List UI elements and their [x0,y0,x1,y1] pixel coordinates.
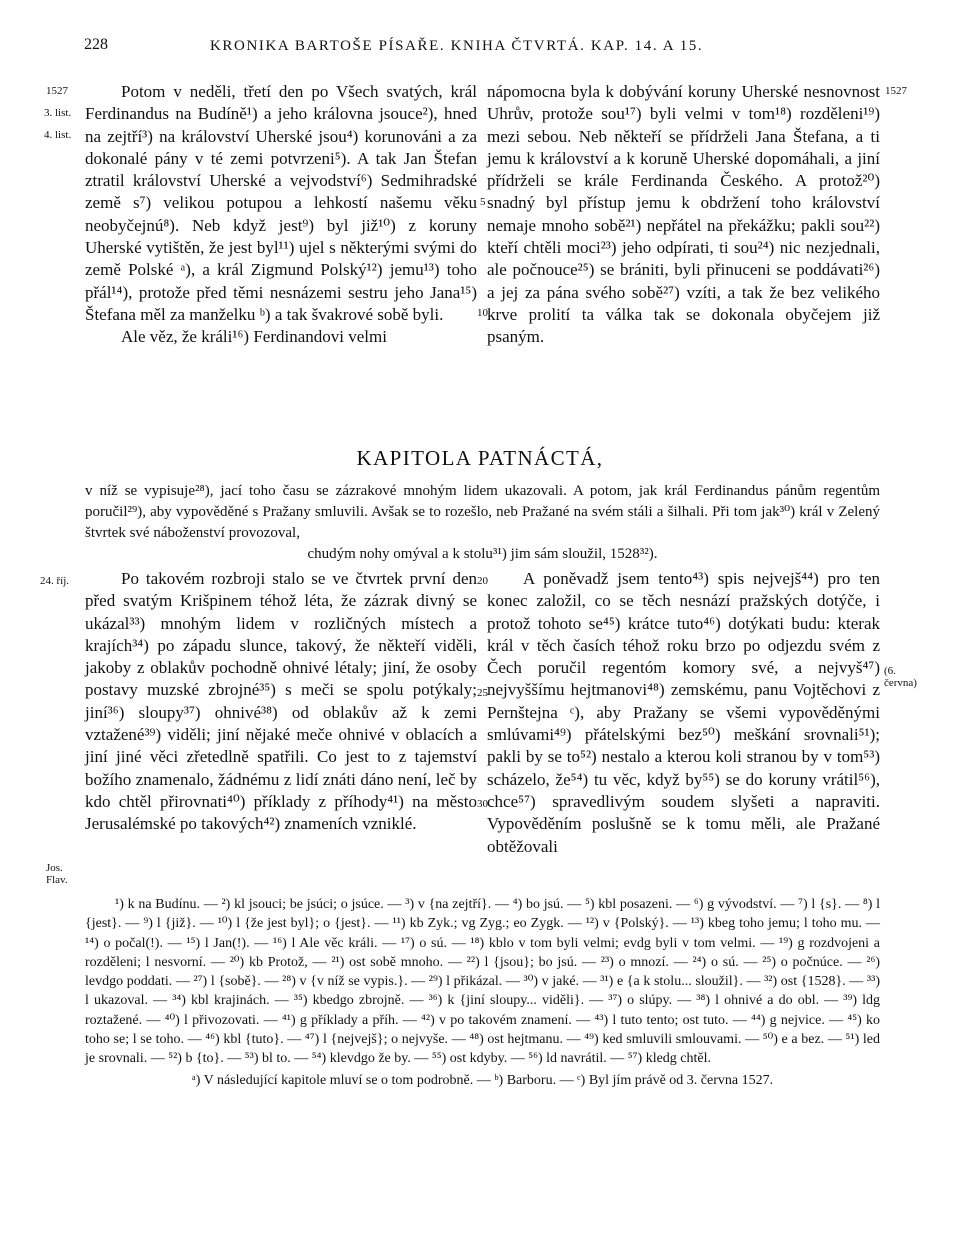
running-title: KRONIKA BARTOŠE PÍSAŘE. KNIHA ČTVRTÁ. KAP. 14. A 15. [210,38,704,54]
page-number: 228 [84,36,108,53]
paragraph: A poněvadž jsem tento⁴³) spis nejvejš⁴⁴) pro ten konec založil, co se těch nesnází pražských dotýče, i protož tohoto se⁴⁵) krátce tuto⁴⁶) dotýkati budu: kterak král v těch časích téhož roku brzo po odjezdu svém z Čech poručil regentóm komory své, a nejvyš⁴⁷) nejvyššímu hejtmanovi⁴⁸) zemskému, panu Vojtěchovi z Pernštejna ᶜ), aby Pražany se všemi vypověděnými smlúvami⁴⁹) přátelskými bez⁵⁰) meškání srovnali⁵¹); pakli by se to⁵²) nestalo a kterou koli stranou by v tom⁵³) scházelo, že⁵⁴) tu věc, když by⁵⁵) se do koruny vrátil⁵⁶), chce⁵⁷) spravedlivým soudem slyšeti a napraviti. Vypověděním poslušně se k tomu měli, ale Pražané obtěžovali [487,569,880,856]
column-3 [85,568,477,836]
chapter-title: KAPITOLA PATNÁCTÁ, [356,446,604,470]
chapter-summary-text: v níž se vypisuje²⁸), jací toho času se zázrakové mnohým lidem ukazovali. A potom, jak král Ferdinandus pánům regentům poručil²⁹), aby vypověděné s Pražany smluvili. Avšak se to rozešlo, neb Pražané na svém stáli a šilhali. Při tom jak³⁰) král v Zelený štvrtek své náboženství provozoval, [85,483,880,541]
footnotes-main: ¹) k na Budínu. — ²) kl jsouci; be jsúci; o jsúce. — ³) v {na zejtří}. — ⁴) bo jsú. — ⁵) kbl posazeni. — ⁶) g vývodství. — ⁷) l {s}. — ⁸) l {jest}. — ⁹) l {již}. — ¹⁰) l {že jest byl}; o {jest}. — ¹¹) kb Zyk.; vg Zyg.; eo Zygk. — ¹²) v {Polský}. — ¹³) kbeg toho jemu; l toho mu. — ¹⁴) o počal(!). — ¹⁵) l Jan(!). — ¹⁶) l Ale věc králi. — ¹⁷) o sú. — ¹⁸) kblo v tom byli velmi; evdg byli v tom velmi. — ¹⁹) g rozdvojeni a rozděleni; l nesvorní. — ²⁰) kb Protož, — ²¹) ost sobě mnoho. — ²²) l {jsou}; bo jsú. — ²³) o mnozí. — ²⁴) o sú. — ²⁵) o počnúce. — ²⁶) levdgo poddati. — ²⁷) l {sobě}. — ²⁸) v {v níž se vypis.}. — ²⁹) l přikázal. — ³⁰) v jaké. — ³¹) e {a k stolu... sloužil}. — ³²) ost {1528}. — ³³) l ukazoval. — ³⁴) kbl krajinách. — ³⁵) kbedgo zbrojně. — ³⁶) k {jiní sloupy... viděli}. — ³⁷) o slúpy. — ³⁸) l ohnivé a do obl. — ³⁹) ldg roztažené. — ⁴⁰) l přivozovati. — ⁴¹) g příklady a příh. — ⁴²) v po takovém znamení. — ⁴³) l tuto tento; ost tuto. — ⁴⁴) g nejvice. — ⁴⁵) ko toho se; l se toho. — ⁴⁶) kbl {tuto}. — ⁴⁷) l {nejvejš}; o nejvyše. — ⁴⁸) ost hejtmanu. — ⁴⁹) ked smluvili smlouvami. — ⁵⁰) e a bez. — ⁵¹) led je srovnali. — ⁵²) b {to}. — ⁵³) bl to. — ⁵⁴) klevdgo že by. — ⁵⁵) ost kdyby. — ⁵⁶) ld navrátil. — ⁵⁷) kledg chtěl. [85,897,880,1067]
margin-date-24: 24. říj. [40,575,70,587]
paragraph: Potom v neděli, třetí den po Všech svatých, král Ferdinandus na Budíně¹) a jeho královna jsouce²), hned na zejtří³) na království Uherské jsou⁴) korunováni a za dokonalé pány v té zemi potvrzeni⁵). A tak Jan Štefan ztratil království Uherské a vejvodství⁶) Sedmihradské země s⁷) velikou potupou a lehkostí našemu věku neobyčejnú⁸). Neb když jest⁹) byl již¹⁰) z koruny Uherské vytištěn, že jest byl¹¹) ujel s některými svými do země Polské ᵃ), a král Zigmund Polský¹²) jemu¹³) toho přál¹⁴), protože před těmi nesnázemi sestru jeho Jana¹⁵) Štefana měl za manželku ᵇ) a tak švakrové sobě byli. [85,82,477,324]
margin-date-6: (6. června) [884,665,917,689]
line-number-5: 5 [480,196,486,208]
line-number-25: 25 [477,687,488,699]
chapter-summary [85,481,880,565]
margin-year-right: 1527 [885,85,907,97]
footnotes [85,895,880,1090]
column-2 [487,81,880,349]
running-header [0,36,960,60]
footnotes-notes: ᵃ) V následující kapitole mluví se o tom podrobně. — ᵇ) Barboru. — ᶜ) Byl jím právě od 3. června 1527. [191,1072,774,1088]
chapter-summary-last: chudým nohy omýval a k stolu³¹) jim sám sloužil, 1528³²). [307,546,658,562]
paragraph: Ale věz, že králi¹⁶) Ferdinandovi velmi [121,327,387,347]
paragraph: nápomocna byla k dobývání koruny Uherské nesnovnost Uhrův, protože sou¹⁷) byli velmi v tom¹⁸) rozděleni¹⁹) mezi sebou. Neb někteří se přídrželi Jana Štefana, a ti jemu k království a k koruně Uherské dopomáhali, a jiní přídrželi se krále Ferdinanda Českého. A protož²⁰) snadný byl přístup jemu k obdržení toho království nemaje mnoho sobě²¹) nepřátel na překážku; pakli sou²²) kteří chtěli moci²³) jeho odpírati, ti sou²⁴) nic nezjednali, ale počnouce²⁵) se brániti, byli přinuceni se poddávati²⁶) a jej za pána svého sobě²⁷) vzíti, a tak že bez velikého krve prolití ta válka tak se dokonala obyčejem již psaným. [487,82,880,347]
line-number-20: 20 [477,575,488,587]
margin-year-left: 1527 [46,85,68,97]
paragraph: Po takovém rozbroji stalo se ve čtvrtek první den před svatým Krišpinem téhož léta, že zázrak divný se ukázal³³) mnohým lidem v rozličných místech a krajích³⁴) po západu slunce, takový, že někteří viděli, jakoby z oblakův pochodně ohnivé létaly; jiní, že osoby postavy muzské zbrojné³⁵) s meči se spolu potýkaly; jiní³⁶) sloupy³⁷) ohnivé³⁸) od oblakův až k zemi vztažené³⁹) viděli; jiní nějaké meče ohnivé v oblacích a jiní jiné věci zřetedlně spatřili. Co jest to z tajemství božího znamenalo, žádnému z lidí znáti dáno není, leč by kdo chtěl přirovnati⁴⁰) příklady z příhody⁴¹) na město Jerusalémské po takových⁴²) znameních vzniklé. [85,569,477,834]
line-number-10: 10 [477,307,488,319]
margin-list-3: 3. list. [44,107,72,119]
margin-jos-flav: Jos. Flav. [46,862,68,886]
margin-list-4: 4. list. [44,129,72,141]
column-4 [487,568,880,858]
line-number-30: 30 [477,798,488,810]
column-1 [85,81,477,349]
